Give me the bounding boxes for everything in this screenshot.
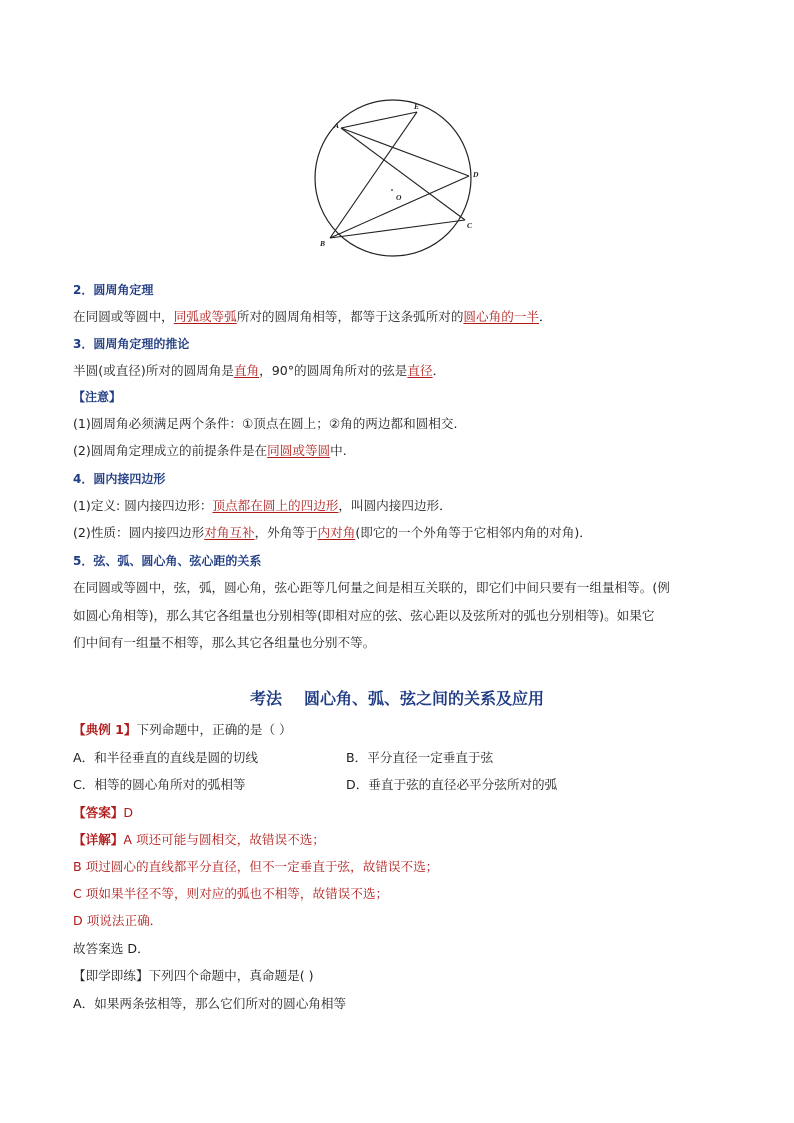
example-1-option-d: D．垂直于弦的直径必平分弦所对的弧 [346, 777, 558, 792]
chord-lines [330, 112, 469, 238]
cyclic-quadrilateral-definition: (1)定义: 圆内接四边形：顶点都在圆上的四边形，叫圆内接四边形． [73, 498, 452, 513]
chord-ac [341, 128, 465, 220]
relation-paragraph-line-3: 们中间有一组量不相等，那么其它各组量也分别不等。 [73, 635, 376, 650]
example-1-detail-4: D 项说法正确． [73, 913, 163, 928]
relation-paragraph-line-1: 在同圆或等圆中，弦，弧，圆心角，弦心距等几何量之间是相互关联的，即它们中间只要有一组量相等。(例 [73, 580, 670, 595]
label-e: E [414, 102, 420, 111]
example-1-option-a: A．和半径垂直的直线是圆的切线 [73, 750, 258, 765]
label-b: B [320, 239, 326, 248]
section-title: 考法 圆心角、弧、弦之间的关系及应用 [249, 689, 545, 708]
practice-question: 【即学即练】下列四个命题中，真命题是( ) [73, 968, 314, 983]
example-1-answer: 【答案】D [73, 805, 134, 820]
example-1-option-b: B．平分直径一定垂直于弦 [346, 750, 494, 765]
heading-chord-arc-relation: 5．弦、弧、圆心角、弦心距的关系 [73, 554, 262, 568]
note-line-2: (2)圆周角定理成立的前提条件是在同圆或等圆中. [73, 443, 347, 458]
practice-option-a: A．如果两条弦相等，那么它们所对的圆心角相等 [73, 996, 347, 1011]
example-1-question: 【典例 1】下列命题中，正确的是（ ） [73, 722, 292, 737]
example-1-detail-1: 【详解】A 项还可能与圆相交，故错误不选； [73, 832, 325, 847]
example-1-detail-3: C 项如果半径不等，则对应的弧也不相等，故错误不选； [73, 886, 389, 901]
label-d: D [473, 170, 479, 179]
heading-inscribed-angle-theorem: 2．圆周角定理 [73, 283, 154, 297]
note-label: 【注意】 [73, 390, 122, 404]
paragraph-inscribed-angle-theorem: 在同圆或等圆中，同弧或等弧所对的圆周角相等，都等于这条弧所对的圆心角的一半． [73, 309, 552, 324]
heading-theorem-corollary: 3．圆周角定理的推论 [73, 337, 190, 351]
label-o: O [396, 193, 402, 202]
label-c: C [467, 221, 473, 230]
example-1-conclusion: 故答案选 D． [73, 941, 150, 956]
chord-ae [341, 112, 417, 128]
relation-paragraph-line-2: 如圆心角相等)，那么其它各组量也分别相等(即相对应的弦、弦心距以及弦所对的弧也分别相等)。如果它 [73, 608, 655, 623]
example-1-detail-2: B 项过圆心的直线都平分直径，但不一定垂直于弦，故错误不选； [73, 859, 439, 874]
circle-diagram [310, 98, 490, 256]
circle-figure [310, 98, 490, 256]
label-a: A [334, 121, 340, 130]
paragraph-theorem-corollary: 半圆(或直径)所对的圆周角是直角，90°的圆周角所对的弦是直径． [73, 363, 446, 378]
cyclic-quadrilateral-property: (2)性质：圆内接四边形对角互补，外角等于内对角(即它的一个外角等于它相邻内角的对角)． [73, 525, 592, 540]
heading-cyclic-quadrilateral: 4．圆内接四边形 [73, 472, 166, 486]
example-1-option-c: C．相等的圆心角所对的弧相等 [73, 777, 246, 792]
note-line-1: (1)圆周角必须满足两个条件：①顶点在圆上；②角的两边都和圆相交. [73, 416, 458, 431]
chord-ad [341, 128, 469, 176]
center-point [391, 189, 393, 191]
